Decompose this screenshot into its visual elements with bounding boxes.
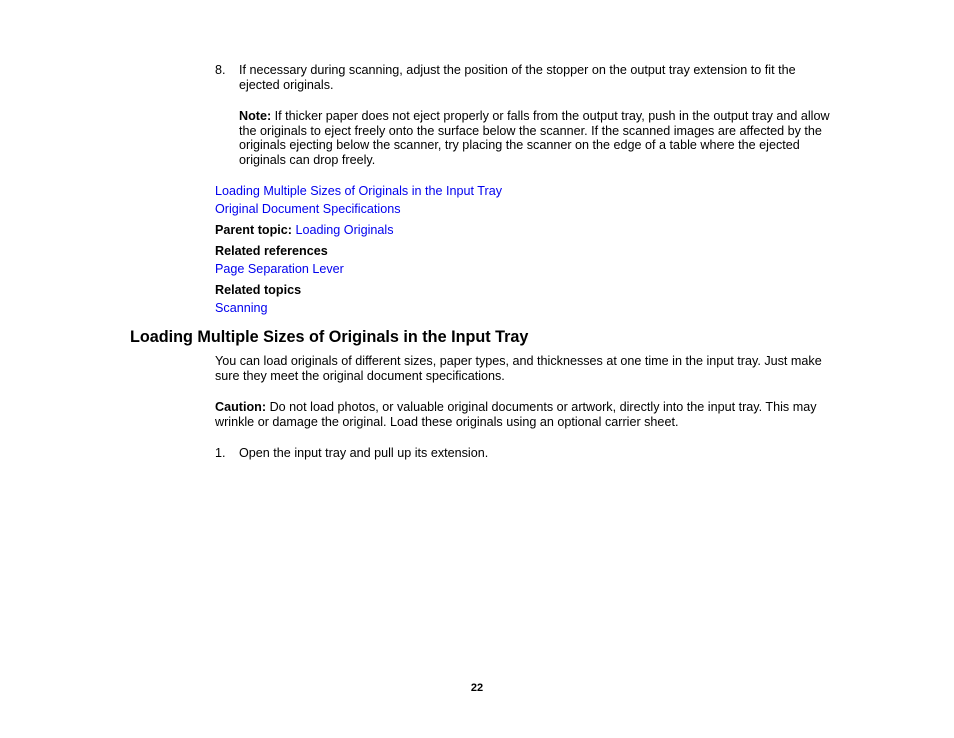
caution-text: Do not load photos, or valuable original documents or artwork, directly into the input tray. This may wrinkle or damage the original. Load these originals using an optional carrier sheet. — [215, 400, 817, 429]
related-references-label: Related references — [215, 244, 328, 258]
link-scanning[interactable]: Scanning — [215, 301, 268, 315]
parent-topic — [215, 223, 394, 238]
caution-block — [215, 400, 827, 429]
note-label: Note: — [239, 109, 272, 123]
caution-label: Caution: — [215, 400, 267, 414]
link-loading-originals[interactable]: Loading Originals — [295, 223, 394, 237]
link-loading-multiple-sizes[interactable]: Loading Multiple Sizes of Originals in the Input Tray — [215, 184, 503, 198]
section-intro: You can load originals of different sizes, paper types, and thicknesses at one time in the input tray. Just make sure they meet the original document specifications. — [215, 354, 822, 383]
note-text: If thicker paper does not eject properly or falls from the output tray, push in the output tray and allow the originals to eject freely onto the surface below the scanner. If the scanned images are affected by the originals ejecting below the scanner, try placing the scanner on the edge of a table where the ejected originals can drop freely. — [239, 109, 830, 167]
note-block — [239, 109, 831, 167]
parent-topic-label: Parent topic: — [215, 223, 292, 237]
link-original-document-specifications[interactable]: Original Document Specifications — [215, 202, 401, 216]
step-8-number: 8. — [215, 63, 226, 77]
step-1-text: Open the input tray and pull up its extension. — [239, 446, 489, 460]
step-8-text: If necessary during scanning, adjust the position of the stopper on the output tray extension to fit the ejected originals. — [239, 63, 796, 92]
page-number: 22 — [470, 682, 484, 694]
section-heading: Loading Multiple Sizes of Originals in the Input Tray — [130, 328, 529, 346]
related-topics-label: Related topics — [215, 283, 302, 297]
step-1-number: 1. — [215, 446, 226, 460]
link-page-separation-lever[interactable]: Page Separation Lever — [215, 262, 344, 276]
